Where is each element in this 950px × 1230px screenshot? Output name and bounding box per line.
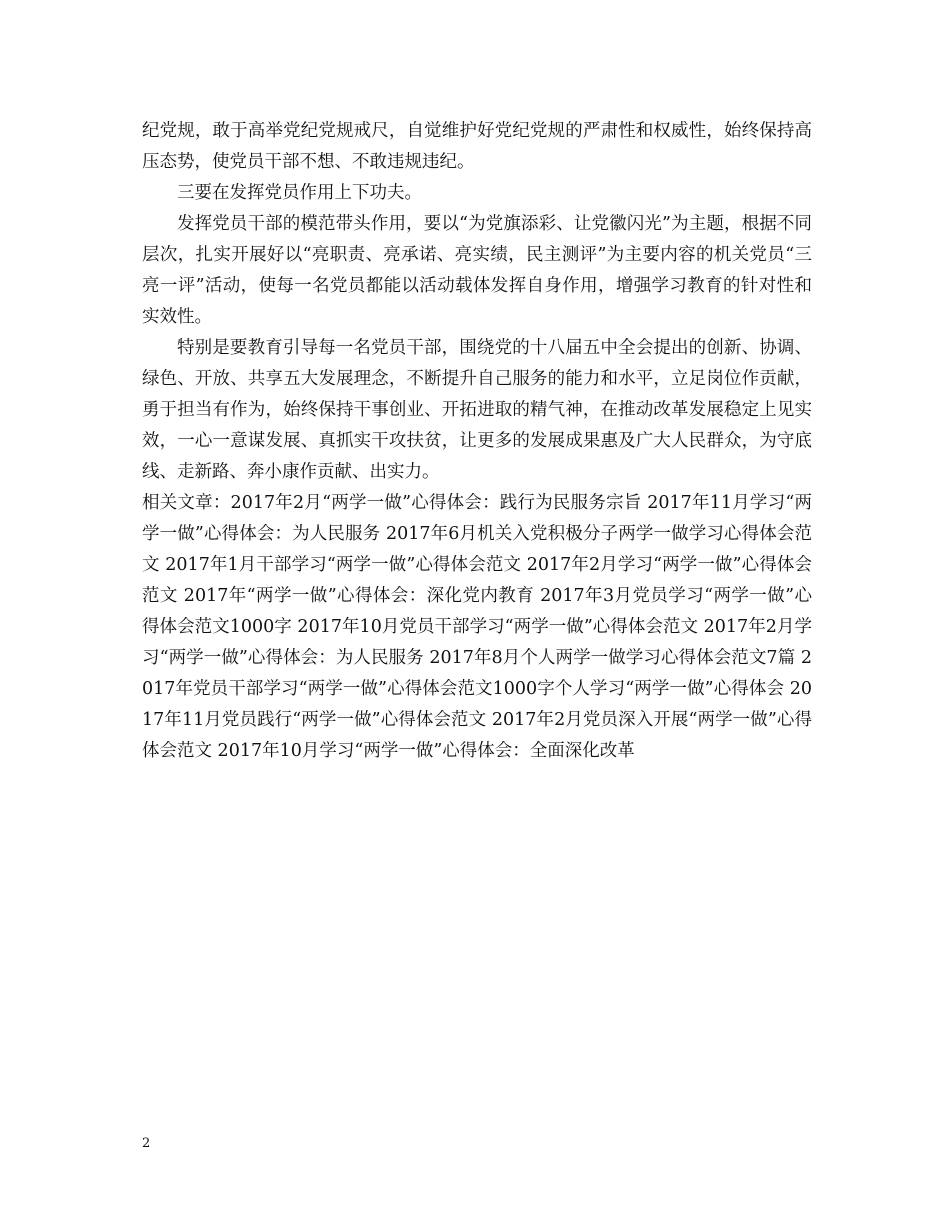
document-body xyxy=(142,116,812,767)
paragraph-heading-three: 三要在发挥党员作用上下功夫。 xyxy=(177,183,422,203)
paragraph-continuation: 纪党规，敢于高举党纪党规戒尺，自觉维护好党纪党规的严肃性和权威性，始终保持高压态势，使党员干部不想、不敢违规违纪。 xyxy=(142,121,812,172)
related-articles: 相关文章：2017年2月“两学一做”心得体会：践行为民服务宗旨 2017年11月学习“两学一做”心得体会：为人民服务 2017年6月机关入党积极分子两学一做学习心得体会范文 2017年1月干部学习“两学一做”心得体会范文 2017年2月学习“两学一做”心得体会范文 2017年“两学一做”心得体会：深化党内教育 2017年3月党员学习“两学一做”心得体会范文1000字 2017年10月党员干部学习“两学一做”心得体会范文 2017年2月学习“两学一做”心得体会：为人民服务 2017年8月个人两学一做学习心得体会范文7篇 2017年党员干部学习“两学一做”心得体会范文1000字个人学习“两学一做”心得体会 2017年11月党员践行“两学一做”心得体会范文 2017年2月党员深入开展“两学一做”心得体会范文 2017年10月学习“两学一做”心得体会：全面深化改革 xyxy=(142,493,812,761)
paragraph-education-guidance: 特别是要教育引导每一名党员干部，围绕党的十八届五中全会提出的创新、协调、绿色、开放、共享五大发展理念，不断提升自己服务的能力和水平，立足岗位作贡献，勇于担当有作为，始终保持干事创业、开拓进取的精气神，在推动改革发展稳定上见实效，一心一意谋发展、真抓实干攻扶贫，让更多的发展成果惠及广大人民群众，为守底线、走新路、奔小康作贡献、出实力。 xyxy=(142,338,812,482)
page-number: 2 xyxy=(142,1136,151,1151)
paragraph-model-role: 发挥党员干部的模范带头作用，要以“为党旗添彩、让党徽闪光”为主题，根据不同层次，扎实开展好以“亮职责、亮承诺、亮实绩，民主测评”为主要内容的机关党员“三亮一评”活动，使每一名党员都能以活动载体发挥自身作用，增强学习教育的针对性和实效性。 xyxy=(142,214,812,327)
